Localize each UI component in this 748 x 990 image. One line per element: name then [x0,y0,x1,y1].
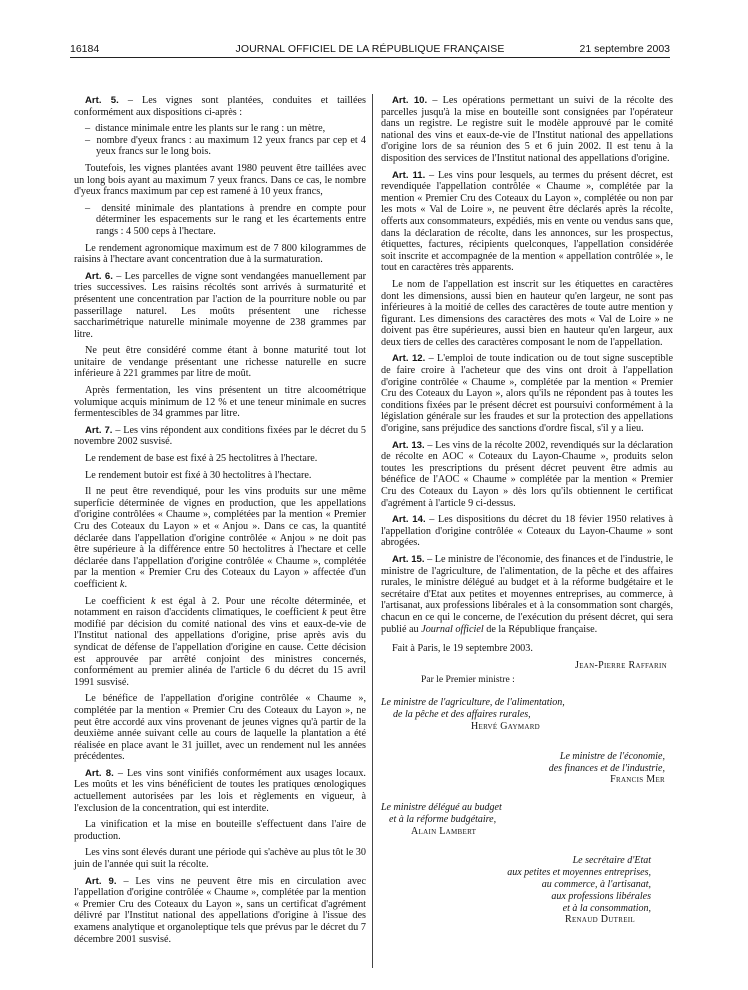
art13-paragraph [381,440,673,510]
page-number: 16184 [70,43,100,55]
signature-name: Hervé Gaymard [471,720,541,732]
art8-paragraph [74,768,366,814]
article-text: – Les vins ne peuvent être mis en circulation avec l'appellation d'origine contrôlée « Chaume », complétée par la mention « Premier Cru des Coteaux du Layon », sans un certificat d'agrément délivré par l'Institut national des appellations d'origine à l'issue des examens analytique et organoleptique tels que prévus par le décret du 7 décembre 2001 susvisé. [74,875,366,945]
art14-paragraph [381,514,673,549]
prime-minister-name: Jean-Pierre Raffarin [575,659,667,671]
paragraph: Le rendement agronomique maximum est de 7 800 kilogrammes de raisins à l'hectare avant concentration due à la surmaturation. [74,242,366,266]
text-span: Il ne peut être revendiqué, pour les vins produits sur une même superficie déterminée de vignes en production, que les appellations d'origine contrôlées « Chaume », complétées par la mention « Premier Cru des Coteaux du Layon » et « Anjou ». Dans ce cas, la quantité déclarée dans l'appellation d'origine contrôlée « Anjou » ne doit pas être supérieure à la différence entre 50 hectolitres à l'hectare et celle déclarée dans l'appellation d'origine contrôlée « Chaume », complétée par la mention « Premier Cru des Coteaux du Layon » affectée d'un coefficient [74,486,366,590]
signature-secretary [381,855,673,926]
paragraph: Après fermentation, les vins présentent un titre alcoométrique volumique acquis minimum de 12 % et une teneur minimale en sucres fermentescibles de 34 grammes par litre. [74,385,366,420]
paragraph [74,486,366,590]
art9-paragraph [74,876,366,946]
article-label: Art. 14. [392,514,426,526]
journal-reference: Journal officiel [421,623,484,635]
art15-paragraph [381,554,673,635]
signature-title: au commerce, à l'artisanat, [541,879,651,891]
art11-paragraph [381,170,673,274]
article-label: Art. 5. [85,95,119,106]
signature-title: Le ministre de l'économie, [559,750,665,762]
paragraph: Toutefois, les vignes plantées avant 1980 peuvent être taillées avec un long bois ayant au maximum 7 yeux francs. Dans ce cas, le nombre d'yeux francs maximum par cep est ramené à 10 yeux francs, [74,162,366,198]
signature-budget [381,802,673,837]
paragraph [74,596,366,689]
signature-title: aux petites et moyennes entreprises, [507,867,651,879]
text-span: est égal à 2. Pour une récolte déterminée, et notamment en raison d'accidents climatiques, le coefficient [74,595,366,619]
art10-paragraph [381,95,673,165]
coefficient-symbol: k [150,595,156,607]
article-text: – Les vins répondent aux conditions fixées par le décret du 5 novembre 2002 susvisé. [74,424,366,448]
art5-list-2 [74,203,366,238]
article-label: Art. 15. [392,553,425,565]
coefficient-symbol: k [322,607,327,619]
by-prime-minister: Par le Premier ministre : [421,673,515,685]
signature-economy [381,751,673,786]
paragraph: Les vins sont élevés durant une période qui s'achève au plus tôt le 30 juin de l'année qui suit la récolte. [74,847,366,871]
article-text: – Les vignes sont plantées, conduites et taillées conformément aux dispositions ci-après : [74,95,366,118]
article-text: – Les opérations permettant un suivi de la récolte des parcelles jusqu'à la mise en bouteille sont consignées par l'opérateur dans un registre. Le registre suit le modèle approuvé par le comité national des vins et eaux-de-vie de l'Institut national des appellations d'origine lors de sa réunion des 5 et 6 juin 2002. Il est tenu à la disposition des services de l'Institut national des appellations d'origine. [381,95,673,164]
signature-title: de la pêche et des affaires rurales, [393,709,531,721]
article-text: – Les parcelles de vigne sont vendangées manuellement par tries successives. Les raisins récoltés sont arrivés à surmaturité et présentent une concentration par l'action de la pourriture noble ou par passerillage naturel. Les moûts présentent une richesse saccharimétrique naturelle minimale moyenne de 238 grammes par litre. [74,270,366,340]
article-label: Art. 11. [392,169,426,181]
paragraph: Le rendement butoir est fixé à 30 hectolitres à l'hectare. [85,469,312,481]
paragraph: Ne peut être considéré comme étant à bonne maturité tout lot unitaire de vendange présentant une richesse naturelle en sucre inférieure à 221 grammes par litre de moût. [74,345,366,380]
column-divider [372,94,373,968]
article-label: Art. 9. [85,875,117,887]
signature-title: Le secrétaire d'Etat [572,855,651,867]
article-text: – Les dispositions du décret du 18 févier 1950 relatives à l'appellation d'origine contrôlée « Coteaux du Layon-Chaume » sont abrogées. [381,514,673,549]
signature-name: Renaud Dutreil [565,914,635,926]
header-date: 21 septembre 2003 [579,43,670,55]
right-column [381,95,673,926]
list-item: – densité minimale des plantations à prendre en compte pour déterminer les espacements sur le rang et les écartements entre rangs : 4 500 ceps à l'hectare. [74,203,366,238]
signature-title: aux professions libérales [551,890,651,902]
list-item: – distance minimale entre les plants sur le rang : un mètre, [74,123,366,135]
signature-title: Le ministre délégué au budget [381,802,502,814]
article-text: – Les vins pour lesquels, au termes du présent décret, est revendiquée l'appellation contrôlée « Chaume », complétée par la mention « Premier Cru des Coteaux du Layon », complétée ou non par les mots « Val de Loire », ne peuvent être déclarés après la récolte, offerts aux consommateurs, expédiés, mis en vente ou vendus sans que, dans la déclaration de récolte, dans les annonces, sur les prospectus, étiquettes, factures, récipients quelconques, l'appellation considérée soit inscrite et accompagnée de la mention « appellation contrôlée », le tout en caractères très apparents. [381,169,673,274]
article-label: Art. 7. [85,424,113,436]
signature-title: et à la réforme budgétaire, [389,813,497,825]
list-item: – nombre d'yeux francs : au maximum 12 yeux francs par cep et 4 yeux francs sur le long bois. [74,135,366,158]
paragraph: Le bénéfice de l'appellation d'origine contrôlée « Chaume », complétée par la mention « Premier Cru des Coteaux du Layon », ne peut être accordé aux vins provenant de jeunes vignes qu'à partir de la deuxième année suivant celle au cours de laquelle la plantation a été réalisée en place avant le 31 juillet, avec un rendement nul les années précédentes. [74,693,366,763]
art7-paragraph [74,425,366,448]
journal-title: JOURNAL OFFICIEL DE LA RÉPUBLIQUE FRANÇAISE [235,43,505,55]
text-span: Le coefficient [85,595,151,607]
paragraph: La vinification et la mise en bouteille s'effectuent dans l'aire de production. [74,819,366,842]
signature-name: Francis Mer [610,774,665,786]
article-label: Art. 6. [85,270,113,282]
article-label: Art. 8. [85,767,114,779]
article-text: – Les vins sont vinifiés conformément aux usages locaux. Les moûts et les vins bénéficient de toutes les pratiques œnologiques actuellement autorisées par les lois et règlements en vigueur, à l'exclusion de la concentration, qui est interdite. [74,767,366,814]
text-span: . [124,578,127,590]
paragraph: Le nom de l'appellation est inscrit sur les étiquettes en caractères dont les dimensions, aussi bien en hauteur qu'en largeur, ne sont pas inférieures à la moitié de celles des caractères de toute autre mention y figurant. Les dimensions des caractères des mots « Val de Loire » ne doivent pas être supérieures, aussi bien en hauteur qu'en largeur, aux deux tiers de celles des caractères composant le nom de l'appellation. [381,278,673,348]
signature-title: Le ministre de l'agriculture, de l'alimentation, [381,697,565,709]
paragraph: Le rendement de base est fixé à 25 hectolitres à l'hectare. [85,453,318,465]
signature-name: Alain Lambert [411,825,477,837]
text-span: peut être modifié par décision du comité national des vins et eaux-de-vie de l'Institut national des appellations d'origine, prise après avis du syndicat de défense de l'appellation d'origine en cause. Cette décision est approuvée par arrêté conjoint des ministres concernés, conformément au premier alinéa de l'article 6 du décret du 15 avril 1991 susvisé. [74,607,366,688]
article-label: Art. 10. [392,95,428,106]
art12-paragraph [381,353,673,434]
article-text: – Le ministre de l'économie, des finances et de l'industrie, le ministre de l'agriculture, de l'alimentation, de la pêche et des affaires rurales, le ministre délégué au budget et à la réforme budgétaire et le secrétaire d'Etat aux petites et moyennes entreprises, au commerce, à l'artisanat, aux professions libérales et à la consommation sont chargés, chacun en ce qui le concerne, de l'exécution du présent décret, qui sera publié au [381,553,673,635]
page-header [70,43,670,57]
coefficient-symbol: k [119,578,125,590]
art5-paragraph [74,95,366,118]
signature-agriculture [381,697,673,732]
article-text: – L'emploi de toute indication ou de tout signe susceptible de faire croire à l'acheteur que des vins ont droit à l'appellation d'origine contrôlée « Chaume », complétée par la mention « Premier Cru des Coteaux du Layon », alors qu'ils ne répondent pas à toutes les conditions fixées par le présent décret est poursuivi conformément à la législation générale sur les fraudes et sur la protection des appellations d'origine, sans préjudice des sanctions d'ordre fiscal, s'il y a lieu. [381,353,673,435]
art5-list [74,123,366,158]
signing-place-date: Fait à Paris, le 19 septembre 2003. [392,643,533,655]
article-label: Art. 12. [392,353,426,365]
art6-paragraph [74,271,366,341]
article-text: de la République française. [483,623,598,635]
article-label: Art. 13. [392,439,425,451]
signature-title: et à la consommation, [562,902,651,914]
header-rule [70,57,670,58]
left-column [74,95,366,950]
article-text: – Les vins de la récolte 2002, revendiqués sur la déclaration de récolte en AOC « Coteaux du Layon-Chaume », produits selon toutes les prescriptions du présent décret peuvent être admis au bénéfice de l'AOC « Chaume » complétée par la mention « Premier Cru des Coteaux du Layon » dès lors qu'ils obtiennent le certificat d'agrément à l'article 9 ci-dessus. [381,439,673,509]
signature-title: des finances et de l'industrie, [548,762,665,774]
